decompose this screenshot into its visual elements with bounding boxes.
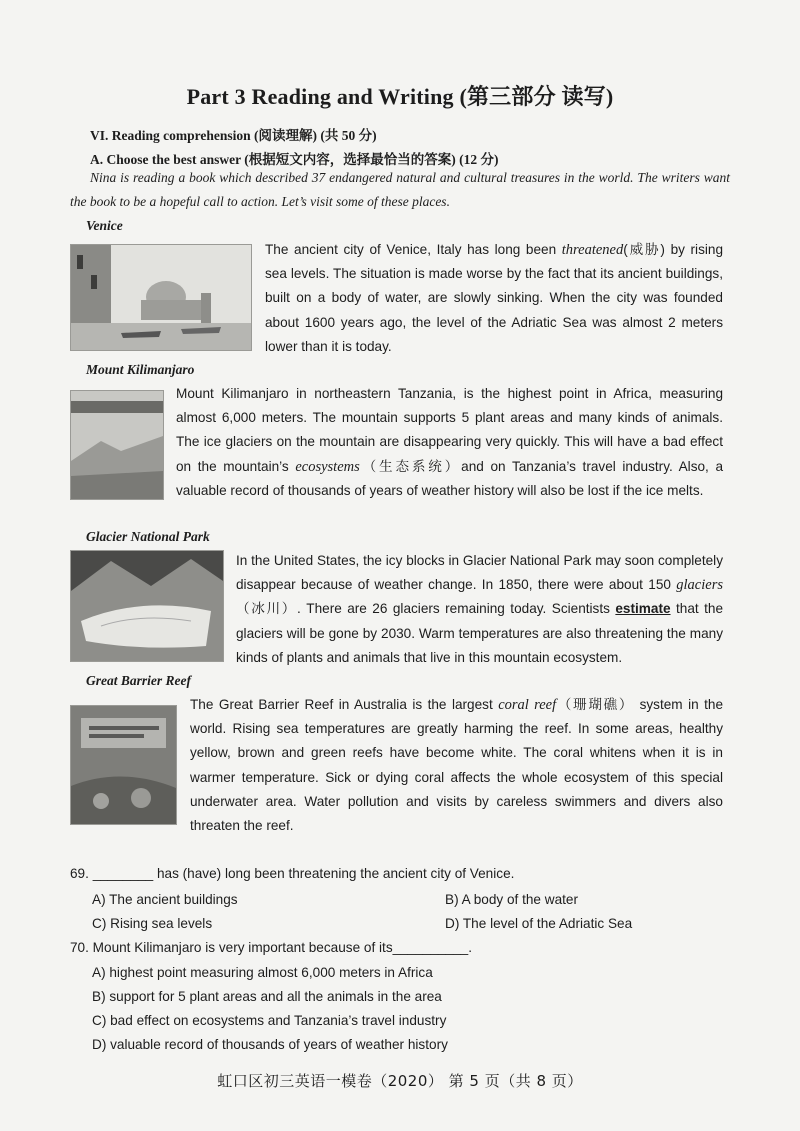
q69-option-a[interactable]: A) The ancient buildings (92, 892, 238, 907)
glacier-estimate-word: estimate (615, 601, 671, 617)
venice-term: threatened (561, 242, 624, 258)
venice-text-2: by rising sea levels. The situation is made worse by the fact that its ancient buildings, built on a body of water, are slowly sinking. When the city was founded about 1600 years ago, the level of the Adriatic Sea was almost 2 meters lower than it is today. (265, 242, 724, 354)
question-69-stem: has (have) long been threatening the ancient city of Venice. (153, 866, 515, 881)
page-footer: 虹口区初三英语一模卷（2020） 第 5 页（共 8 页） (217, 1072, 583, 1090)
reef-paragraph (190, 693, 723, 838)
kilimanjaro-photo (70, 390, 164, 500)
reef-photo (70, 705, 177, 825)
reef-text-1: The Great Barrier Reef in Australia is the largest (190, 697, 499, 712)
question-69-blank: ________ (92, 866, 154, 881)
q69-option-d[interactable]: D) The level of the Adriatic Sea (445, 916, 633, 931)
question-70-blank: __________ (392, 940, 469, 955)
glacier-text-2: . There are 26 glaciers remaining today. Scientists (297, 601, 616, 617)
reef-gloss: （珊瑚礁） (556, 697, 635, 712)
venice-photo (70, 244, 252, 351)
q69-option-b[interactable]: B) A body of the water (445, 892, 578, 907)
venice-text-1: The ancient city of Venice, Italy has long been (265, 242, 562, 257)
kilimanjaro-term: ecosystems (295, 458, 360, 475)
question-70-stem: Mount Kilimanjaro is very important because of its (88, 940, 393, 955)
glacier-photo (70, 550, 224, 662)
kilimanjaro-gloss: （生态系统） (359, 458, 462, 474)
venice-gloss: (威胁) (623, 242, 665, 257)
venice-paragraph (265, 238, 723, 359)
q70-option-a[interactable]: A) highest point measuring almost 6,000 meters in Africa (92, 965, 433, 980)
question-69-number: 69. (70, 866, 89, 881)
reef-term: coral reef (498, 697, 557, 713)
section-heading: VI. Reading comprehension (阅读理解) (共 50 分) (90, 128, 377, 143)
glacier-text-3: that the glaciers will be gone by 2030. Warm temperatures are also threatening the many kinds of plants and animals that live in this mountain ecosystem. (236, 601, 724, 665)
q70-option-b[interactable]: B) support for 5 plant areas and all the animals in the area (92, 989, 442, 1004)
q70-option-c[interactable]: C) bad effect on ecosystems and Tanzania’s travel industry (92, 1013, 447, 1028)
glacier-paragraph (236, 549, 723, 670)
question-70-end: . (468, 940, 473, 955)
glacier-gloss: （冰川） (236, 601, 298, 617)
question-69 (70, 866, 514, 881)
reef-text-2: system in the world. Rising sea temperatures are greatly harming the reef. In some areas, healthy yellow, brown and green reefs have become white. The coral whitens when it is in warmer temperature. Sick or dying coral affects the whole ecosystem of this special underwater area. Water pollution and visits by careless swimmers and divers also threaten the reef. (190, 697, 723, 834)
glacier-term: glaciers (676, 577, 723, 594)
glacier-text-1: In the United States, the icy blocks in Glacier National Park may soon completely disappear because of weather change. In 1850, there were about 150 (236, 553, 723, 593)
question-70 (70, 940, 472, 955)
kilimanjaro-text-1: Mount Kilimanjaro in northeastern Tanzania, is the highest point in Africa, measuring almost 6,000 meters. The mountain supports 5 plant areas and many kinds of animals. The ice glaciers on the mountain are disappearing very quickly. This will have a bad effect on the mountain’s (176, 386, 723, 474)
kilimanjaro-paragraph (176, 382, 723, 503)
kilimanjaro-text-2: and on Tanzania’s travel industry. Also, a valuable record of thousands of years of weather history will also be lost if the ice melts. (176, 458, 724, 498)
place-name-venice: Venice (86, 218, 123, 233)
place-name-glacier: Glacier National Park (86, 529, 210, 544)
page-title: Part 3 Reading and Writing (第三部分 读写) (186, 84, 614, 109)
place-name-kilimanjaro: Mount Kilimanjaro (86, 362, 195, 377)
place-name-reef: Great Barrier Reef (86, 673, 191, 688)
q69-option-c[interactable]: C) Rising sea levels (92, 916, 213, 931)
question-70-number: 70. (70, 940, 89, 955)
section-subheading: A. Choose the best answer (根据短文内容，选择最恰当的答案) (12 分) (90, 152, 499, 167)
intro-text: Nina is reading a book which described 37 endangered natural and cultural treasures in the world. The writers want the book to be a hopeful call to action. Let’s visit some of these places. (70, 170, 730, 209)
q70-option-d[interactable]: D) valuable record of thousands of years of weather history (92, 1037, 448, 1052)
